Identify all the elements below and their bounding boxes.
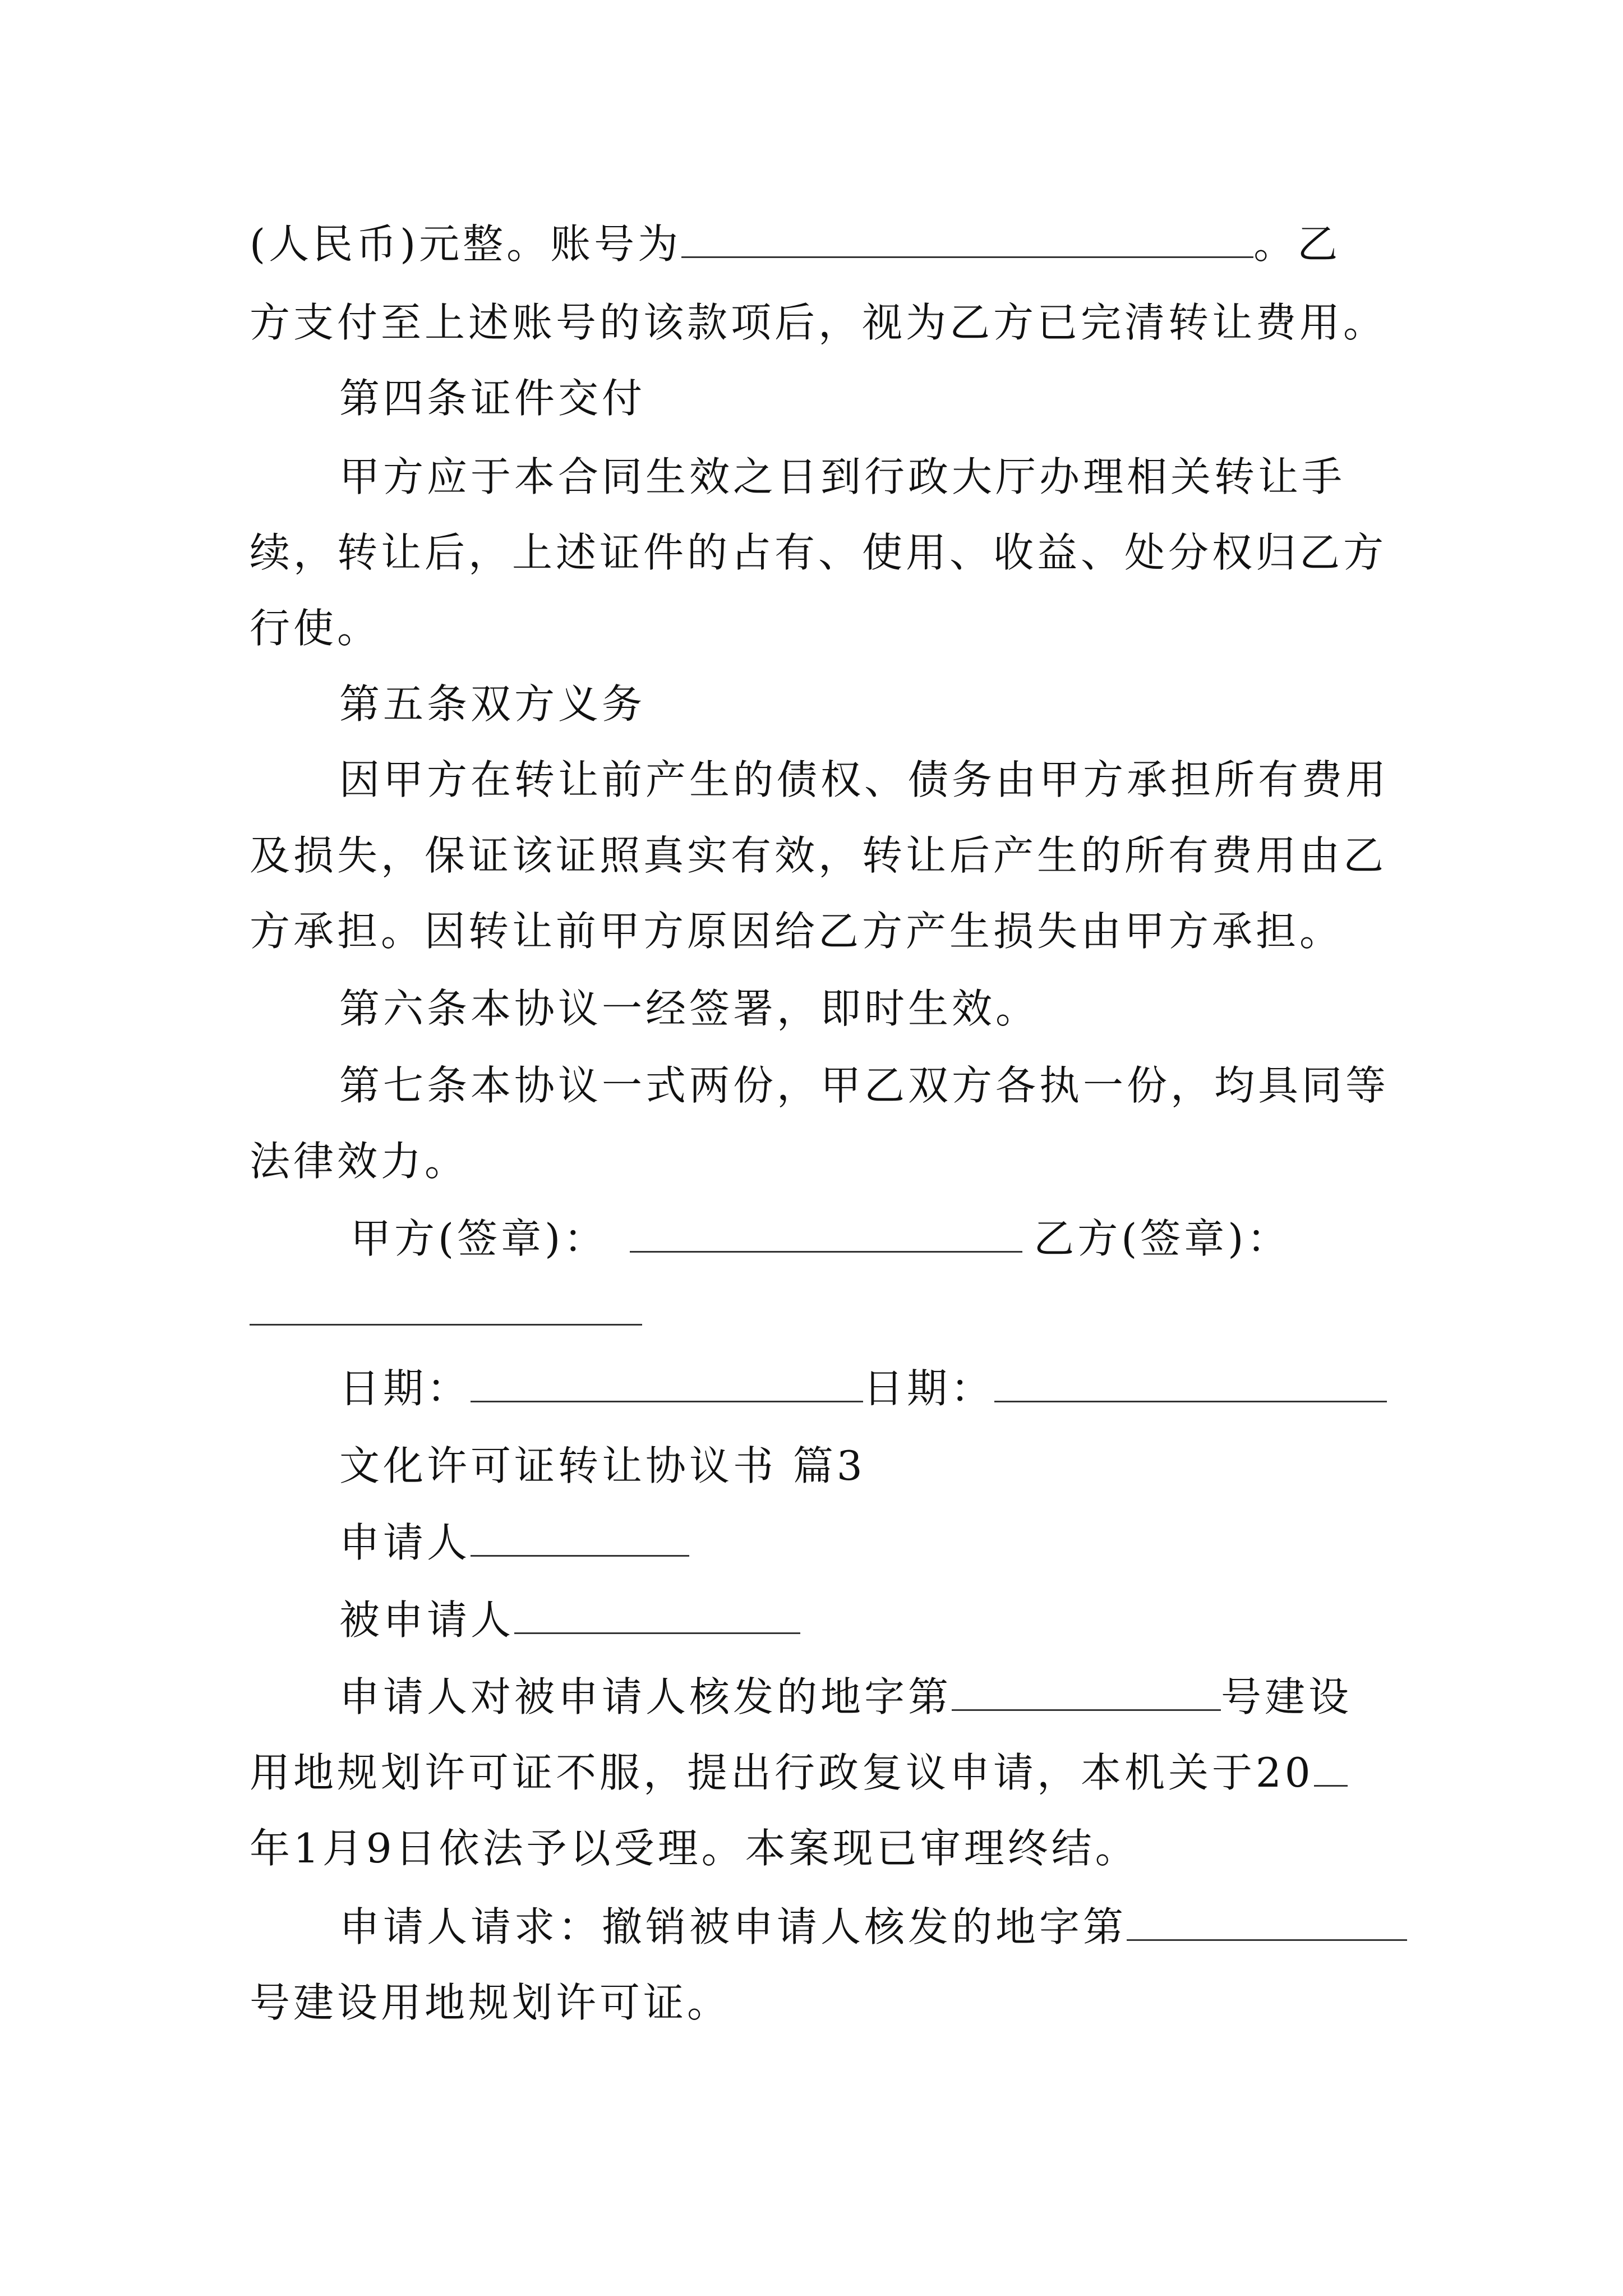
paragraph-line: 续，转让后，上述证件的占有、使用、收益、处分权归乙方: [250, 529, 1387, 576]
applicant-blank[interactable]: [471, 1516, 689, 1557]
paragraph-line: 甲方应于本合同生效之日到行政大厅办理相关转让手: [339, 453, 1346, 500]
paragraph-line: 法律效力。: [250, 1138, 469, 1185]
paragraph-line: 方支付至上述账号的该款项后，视为乙方已完清转让费用。: [250, 299, 1387, 346]
text-segment: 号建设: [1221, 1673, 1353, 1720]
text-segment: 申请人对被申请人核发的地字第: [339, 1673, 952, 1720]
date-line: [339, 1360, 1382, 1416]
paragraph-line: 号建设用地规划许可证。: [250, 1979, 731, 2026]
paragraph-line: [250, 216, 1382, 272]
applicant-label: 申请人: [339, 1519, 471, 1566]
paragraph-line: 因甲方在转让前产生的债权、债务由甲方承担所有费用: [339, 756, 1390, 803]
article-heading: 第五条双方义务: [339, 680, 646, 728]
text-segment: 用地规划许可证不服，提出行政复议申请，本机关于20: [250, 1749, 1314, 1796]
paragraph-line: 行使。: [250, 605, 381, 652]
signature-line: [351, 1211, 1394, 1267]
paragraph-line: 及损失，保证该证照真实有效，转让后产生的所有费用由乙: [250, 832, 1387, 879]
party-b-date-label: 日期：: [863, 1365, 995, 1412]
text-segment: (人民币)元整。账号为: [250, 220, 682, 268]
respondent-blank[interactable]: [514, 1593, 800, 1634]
text-segment: 。乙: [1253, 220, 1341, 268]
paragraph-line: 方承担。因转让前甲方原因给乙方产生损失由甲方承担。: [250, 908, 1344, 955]
paragraph-line: 年1月9日依法予以受理。本案现已审理终结。: [250, 1825, 1139, 1872]
party-b-date-blank[interactable]: [994, 1361, 1387, 1402]
paragraph-line: 第七条本协议一式两份，甲乙双方各执一份，均具同等: [339, 1062, 1390, 1109]
year-blank[interactable]: [1314, 1746, 1348, 1787]
permit-number-blank[interactable]: [952, 1670, 1221, 1711]
respondent-label: 被申请人: [339, 1596, 515, 1644]
party-b-signature-blank[interactable]: [250, 1301, 642, 1326]
paragraph-line: [250, 1745, 1382, 1801]
respondent-line: [339, 1592, 1382, 1648]
account-number-blank[interactable]: [681, 217, 1253, 258]
party-b-signature-label: 乙方(签章)：: [1034, 1215, 1291, 1262]
paragraph-line: [339, 1669, 1382, 1725]
section-title: 文化许可证转让协议书 篇3: [339, 1442, 866, 1489]
party-a-date-label: 日期：: [339, 1365, 471, 1412]
text-segment: 申请人请求：撤销被申请人核发的地字第: [339, 1903, 1127, 1950]
paragraph-line: [339, 1899, 1382, 1955]
party-a-date-blank[interactable]: [471, 1361, 863, 1402]
article-heading: 第四条证件交付: [339, 375, 646, 422]
article-line: 第六条本协议一经签署，即时生效。: [339, 985, 1040, 1032]
request-permit-number-blank[interactable]: [1127, 1900, 1407, 1941]
applicant-line: [339, 1515, 1382, 1571]
party-a-signature-label: 甲方(签章)：: [351, 1215, 608, 1262]
signature-continuation: [250, 1283, 1382, 1340]
party-a-signature-blank[interactable]: [630, 1212, 1022, 1253]
